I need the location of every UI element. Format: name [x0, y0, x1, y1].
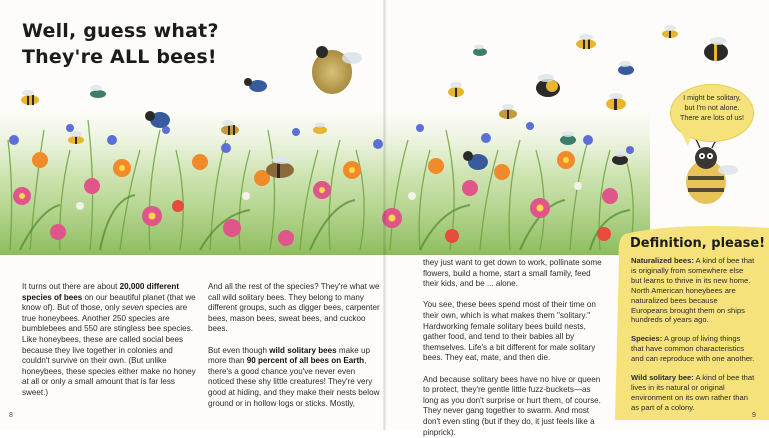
page-title-line-2: They're ALL bees! [22, 46, 217, 68]
definition-title: Definition, please! [630, 236, 766, 251]
page-number-left: 8 [9, 412, 13, 419]
body-paragraph: And because solitary bees have no hive or queen to protect, they're gentle little fuzz-buckets—as long as you don't surprise or hurt them, of course. They never gang together to swarm. And most don't even sting (but if they do, it just feels like a pinprick). [423, 374, 601, 437]
body-paragraph: And all the rest of the species? They're what we call wild solitary bees. They belong to many different groups, such as digger bees, carpenter bees, mason bees, sweat bees, and cuckoo bees. [208, 282, 380, 334]
page-gutter [383, 0, 386, 430]
definition-item: Wild solitary bee: A kind of bee that lives in its natural or original environment on its own rather than as part of a colony. [631, 373, 755, 412]
body-column-2 [208, 282, 383, 409]
bubble-line: There are lots of us! [680, 113, 744, 122]
definition-list [631, 256, 755, 413]
bubble-line: but I'm not alone. [684, 103, 740, 112]
body-paragraph: they just want to get down to work, pollinate some flowers, build a home, start a small family, feed their kids, and be ... alone. [423, 258, 602, 289]
page-title-line-1: Well, guess what? [22, 20, 219, 42]
mascot-bee [686, 134, 738, 204]
speech-bubble-tail [680, 130, 692, 146]
body-paragraph: It turns out there are about 20,000 different species of bees on our beautiful planet (that we know of). But of those, only seven species are true honeybees. Another 250 species are bumblebees and 550 are stingless bee species. Like honeybees, these are called social bees because they live together in colonies and couldn't survive on their own. (But unlike honeybees, these species either make no honey at all or only a small amount that is far less sweet.) [22, 282, 196, 397]
speech-bubble-text [674, 93, 750, 123]
page-number-right: 9 [752, 412, 756, 419]
bubble-line: I might be solitary, [683, 93, 741, 102]
fuzzy-bee [312, 46, 362, 94]
body-column-1 [22, 282, 197, 399]
body-paragraph: You see, these bees spend most of their time on their own, which is what makes them "solitary." Hardworking female solitary bees build nests, gather food, and tend to their babies all by themselves. Life's a bit different for male solitary bees. They eat, mate, and then die. [423, 300, 596, 363]
body-column-3 [423, 258, 605, 438]
definition-item: Species: A group of living things that have common characteristics and can reproduce with one another. [631, 334, 755, 364]
body-paragraph: But even though wild solitary bees make up more than 90 percent of all bees on Earth, there's a good chance you've never even noticed these shy little creatures! They're very good at hiding, and they make their nests below ground or in hollow logs or sticks. Mostly, [208, 345, 380, 408]
definition-item: Naturalized bees: A kind of bee that is originally from somewhere else but learns to thrive in its new home. North American honeybees are naturalized bees because Europeans brought them on ships hundreds of years ago. [631, 256, 755, 325]
